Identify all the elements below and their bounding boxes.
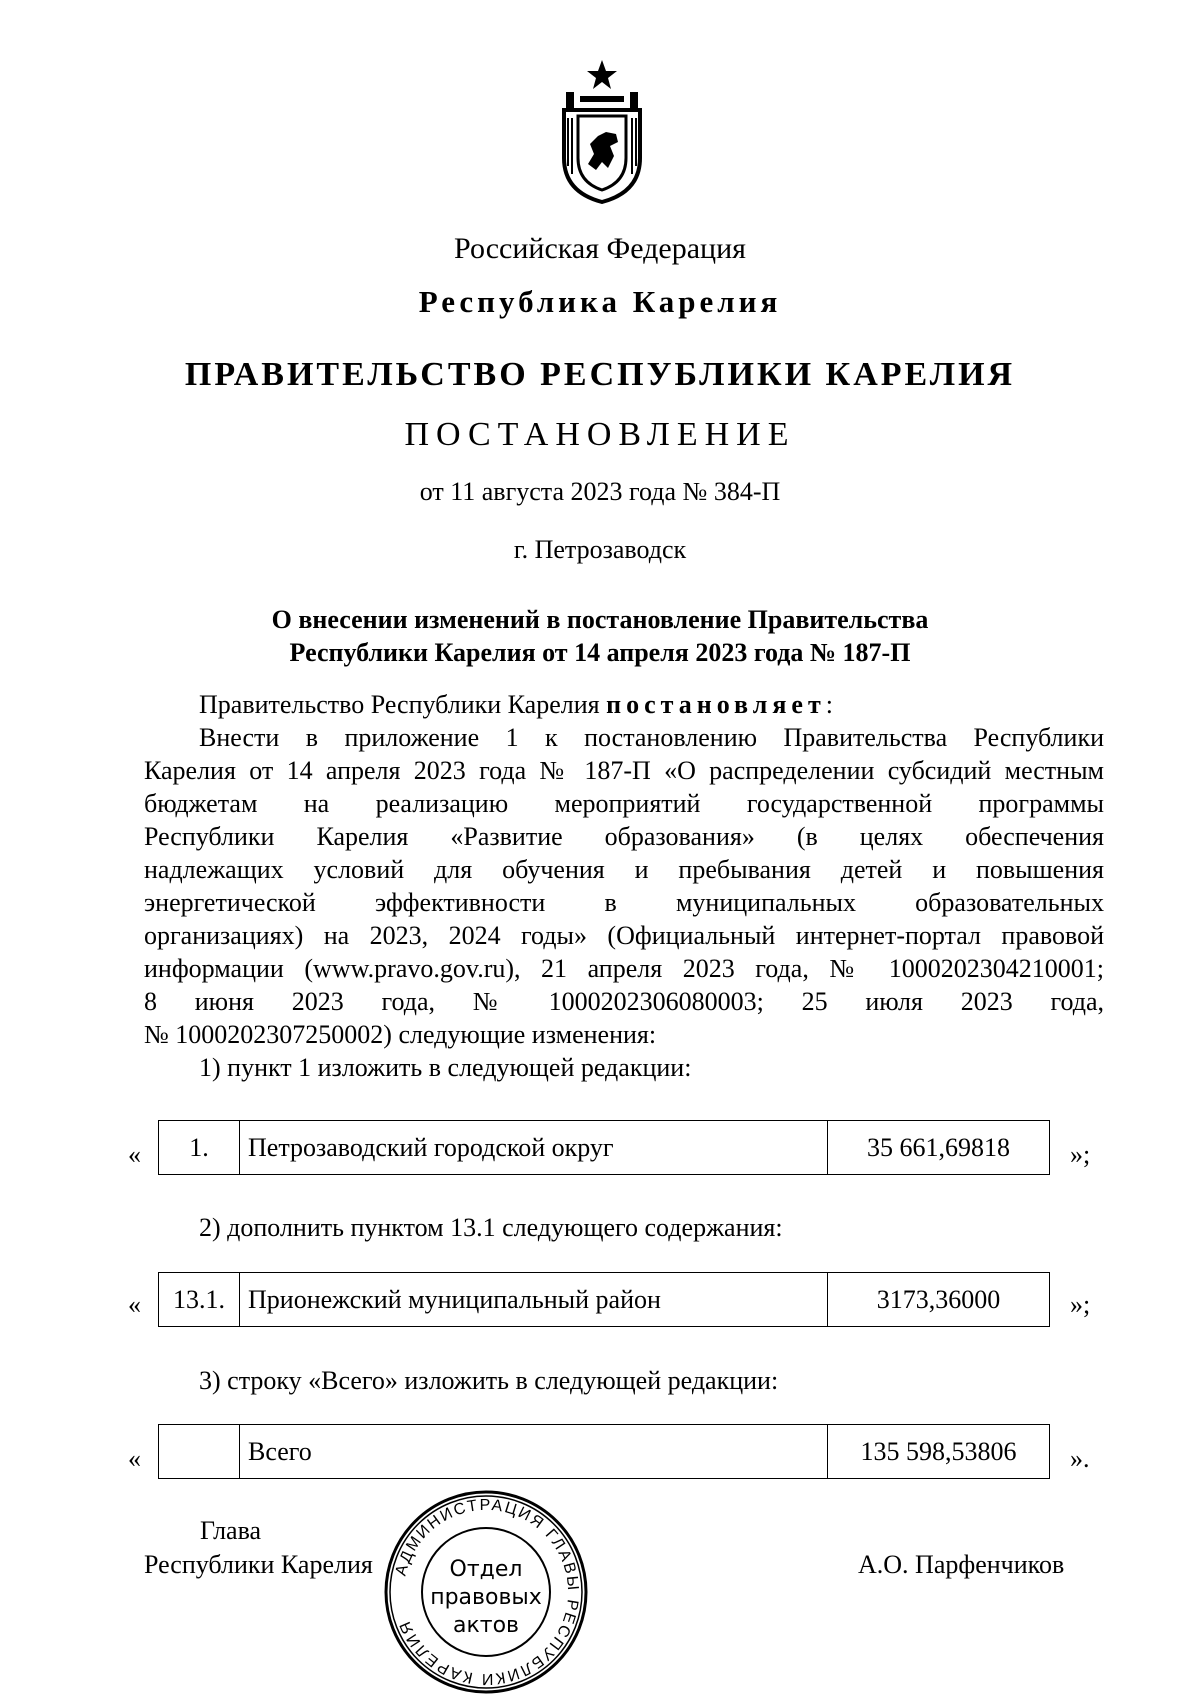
document-subject [0, 603, 1200, 669]
signatory-title-1: Глава [200, 1516, 262, 1545]
main-line: бюджетам на реализацию мероприятий государственной программы [144, 789, 1104, 818]
main-line: Карелия от 14 апреля 2023 года № 187-П «О распределении субсидий местным [144, 756, 1104, 785]
republic-heading: Республика Карелия [418, 284, 782, 319]
table-row [159, 1425, 1050, 1479]
intro-paragraph [144, 688, 1104, 721]
intro-suffix: : [825, 690, 833, 719]
signatory-name: А.О. Парфенчиков [858, 1550, 1065, 1579]
main-line: информации (www.pravo.gov.ru), 21 апреля 2023 года, № 1000202304210001; [144, 954, 1104, 983]
stamp-line-1: Отдел [449, 1557, 523, 1582]
stamp-line-3: актов [452, 1613, 520, 1638]
stamp-ring-text: АДМИНИСТРАЦИЯ ГЛАВЫ РЕСПУБЛИКИ КАРЕЛИЯ [392, 1496, 582, 1688]
row-value: 3173,36000 [828, 1273, 1050, 1327]
table-close-quote: »; [1070, 1140, 1091, 1169]
row-number: 13.1. [159, 1273, 240, 1327]
row-name: Прионежский муниципальный район [240, 1273, 828, 1327]
row-number [159, 1425, 240, 1479]
subject-line-2: Республики Карелия от 14 апреля 2023 года № 187-П [289, 638, 911, 667]
intro-prefix: Правительство Республики Карелия [199, 690, 607, 719]
main-line: Внести в приложение 1 к постановлению Правительства Республики [199, 723, 1104, 752]
item-2-text: 2) дополнить пунктом 13.1 следующего содержания: [199, 1213, 783, 1242]
row-number: 1. [159, 1121, 240, 1175]
table-open-quote: « [128, 1290, 141, 1319]
amendment-table-2 [158, 1272, 1050, 1327]
item-1-text: 1) пункт 1 изложить в следующей редакции: [199, 1053, 692, 1082]
document-date-number: от 11 августа 2023 года № 384-П [419, 477, 781, 506]
row-name: Петрозаводский городской округ [240, 1121, 828, 1175]
main-line: надлежащих условий для обучения и пребывания детей и повышения [144, 855, 1104, 884]
main-line: № 1000202307250002) следующие изменения: [144, 1020, 657, 1049]
main-paragraph [144, 721, 1104, 1084]
coat-of-arms-icon [560, 58, 644, 204]
stamp-line-2: правовых [430, 1585, 542, 1610]
official-stamp [382, 1488, 590, 1696]
intro-decree-word: постановляет [606, 690, 826, 719]
table-close-quote: ». [1070, 1444, 1090, 1473]
table-row [159, 1121, 1050, 1175]
table-close-quote: »; [1070, 1290, 1091, 1319]
row-value: 135 598,53806 [828, 1425, 1050, 1479]
document-city: г. Петрозаводск [513, 535, 687, 564]
row-name: Всего [240, 1425, 828, 1479]
main-line: Республики Карелия «Развитие образования» (в целях обеспечения [144, 822, 1104, 851]
main-line: 8 июня 2023 года, № 1000202306080003; 25 июля 2023 года, [144, 987, 1104, 1016]
table-open-quote: « [128, 1140, 141, 1169]
subject-line-1: О внесении изменений в постановление Правительства [271, 605, 929, 634]
main-line: энергетической эффективности в муниципальных образовательных [144, 888, 1104, 917]
table-row [159, 1273, 1050, 1327]
table-open-quote: « [128, 1444, 141, 1473]
row-value: 35 661,69818 [828, 1121, 1050, 1175]
amendment-table-1 [158, 1120, 1050, 1175]
main-line: организациях) на 2023, 2024 годы» (Официальный интернет-портал правовой [144, 921, 1104, 950]
document-type: ПОСТАНОВЛЕНИЕ [404, 416, 796, 453]
item-3-text: 3) строку «Всего» изложить в следующей редакции: [199, 1366, 779, 1395]
federation-heading: Российская Федерация [454, 232, 746, 265]
government-heading: ПРАВИТЕЛЬСТВО РЕСПУБЛИКИ КАРЕЛИЯ [184, 356, 1016, 393]
amendment-table-3 [158, 1424, 1050, 1479]
signatory-title-2: Республики Карелия [144, 1550, 373, 1579]
